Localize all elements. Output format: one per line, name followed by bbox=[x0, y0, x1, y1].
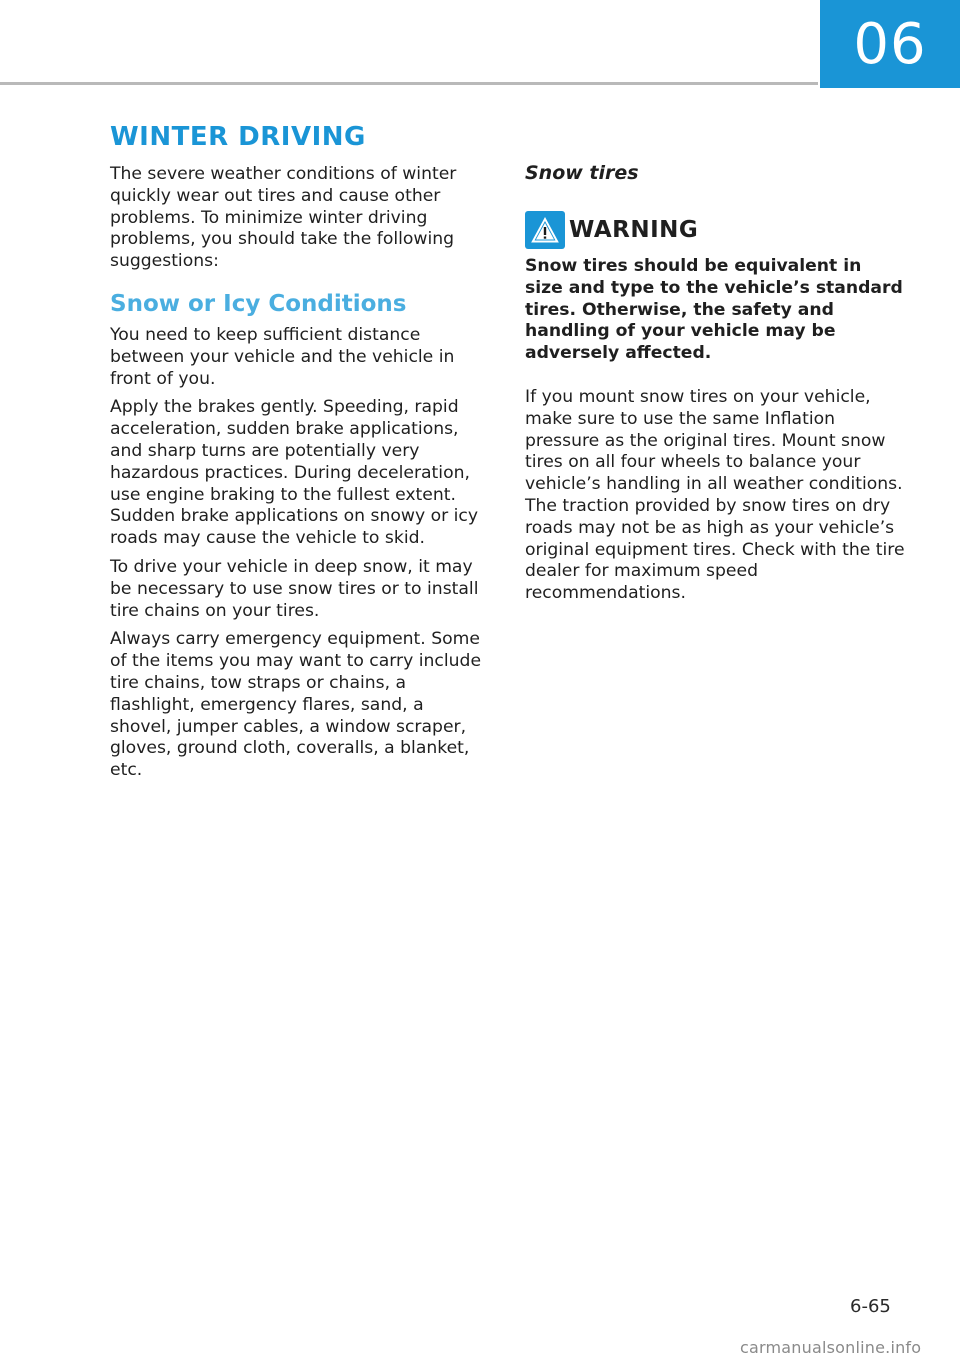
watermark: carmanualsonline.info bbox=[740, 1338, 922, 1357]
page-title: WINTER DRIVING bbox=[110, 122, 366, 152]
page-number: 6-65 bbox=[850, 1296, 891, 1317]
right-column bbox=[525, 158, 905, 612]
section-title: Snow or Icy Conditions bbox=[110, 290, 407, 317]
paragraph: To drive your vehicle in deep snow, it may be necessary to use snow tires or to install tire chains on your tires. bbox=[110, 556, 479, 621]
warning-triangle-icon bbox=[525, 211, 565, 249]
warning-text: Snow tires should be equivalent in size and type to the vehicle’s standard tires. Otherwise, the safety and handling of your vehicle may be adversely affected. bbox=[525, 256, 903, 364]
body-paragraph: If you mount snow tires on your vehicle, make sure to use the same Inflation pressure as the original tires. Mount snow tires on all four wheels to balance your vehicle’s handling in all weather conditions. The traction provided by snow tires on dry roads may not be as high as your vehicle’s original equipment tires. Check with the tire dealer for maximum speed recommendations. bbox=[525, 386, 905, 604]
paragraph: Apply the brakes gently. Speeding, rapid acceleration, sudden brake applications, and sharp turns are potentially very hazardous practices. During deceleration, use engine braking to the fullest extent. Sudden brake applications on snowy or icy roads may cause the vehicle to skid. bbox=[110, 397, 479, 549]
chapter-tab bbox=[820, 0, 960, 88]
warning-header bbox=[525, 210, 905, 250]
paragraph: You need to keep sufficient distance between your vehicle and the vehicle in front of you. bbox=[110, 324, 455, 389]
chapter-number: 06 bbox=[853, 11, 927, 77]
subsection-title: Snow tires bbox=[525, 162, 639, 184]
paragraph: Always carry emergency equipment. Some of the items you may want to carry include tire chains, tow straps or chains, a flashlight, emergency flares, sand, a shovel, jumper cables, a window scraper, gloves, ground cloth, coveralls, a blanket, etc. bbox=[110, 629, 482, 781]
header-rule bbox=[0, 82, 818, 85]
warning-title: WARNING bbox=[569, 217, 699, 243]
left-column bbox=[110, 120, 490, 789]
intro-paragraph: The severe weather conditions of winter quickly wear out tires and cause other problems. To minimize winter driving problems, you should take the following suggestions: bbox=[110, 164, 457, 272]
